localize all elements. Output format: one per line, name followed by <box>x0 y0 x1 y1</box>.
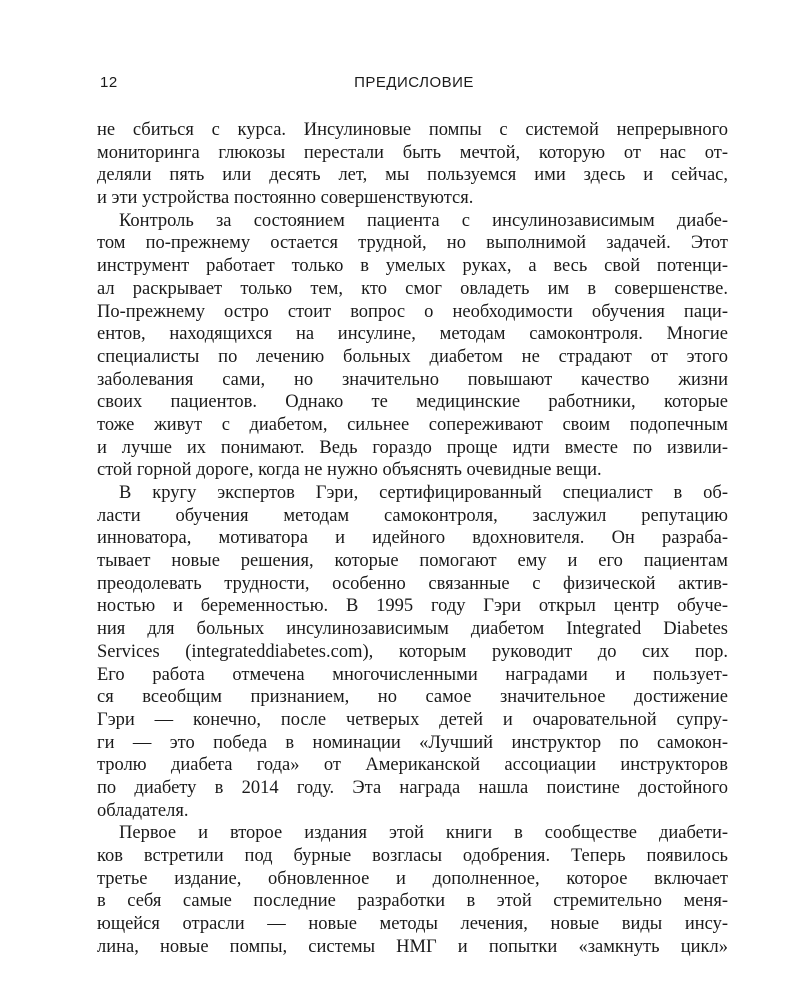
text-line: мониторинга глюкозы перестали быть мечтой, которую от нас от- <box>97 142 728 163</box>
text-line: лина, новые помпы, системы НМГ и попытки «замкнуть цикл» <box>97 936 728 957</box>
text-line: ентов, находящихся на инсулине, методам самоконтроля. Многие <box>97 324 728 345</box>
text-line: тывает новые решения, которые помогают ему и его пациентам <box>97 551 728 572</box>
text-line: по диабету в 2014 году. Эта награда нашла поистине достойного <box>97 777 728 798</box>
text-line: ал раскрывает только тем, кто смог овладеть им в совершенстве. <box>97 278 728 299</box>
text-line: инструмент работает только в умелых руках, а весь свой потенци- <box>97 256 728 277</box>
text-line: преодолевать трудности, особенно связанные с физической актив- <box>97 573 728 594</box>
running-title: ПРЕДИСЛОВИЕ <box>354 74 474 91</box>
text-line: и эти устройства постоянно совершенствуются. <box>97 188 474 209</box>
text-line: Контроль за состоянием пациента с инсулинозависимым диабе- <box>119 210 728 231</box>
text-line: ласти обучения методам самоконтроля, заслужил репутацию <box>97 505 728 526</box>
text-line: ния для больных инсулинозависимым диабетом Integrated Diabetes <box>97 619 728 640</box>
text-line: Services (integrateddiabetes.com), которым руководит до сих пор. <box>97 641 728 662</box>
text-line: тролю диабета года» от Американской ассоциации инструкторов <box>97 755 728 776</box>
text-line: По-прежнему остро стоит вопрос о необходимости обучения паци- <box>97 301 728 322</box>
text-line: ностью и беременностью. В 1995 году Гэри открыл центр обуче- <box>97 596 728 617</box>
text-line: тоже живут с диабетом, сильнее сопереживают своим подопечным <box>97 414 728 435</box>
text-line: ков встретили под бурные возгласы одобрения. Теперь появилось <box>97 846 728 866</box>
text-line: Первое и второе издания этой книги в сообществе диабети- <box>119 823 728 844</box>
text-line: Его работа отмечена многочисленными наградами и пользует- <box>97 664 728 685</box>
body-text <box>97 119 728 958</box>
text-line: инноватора, мотиватора и идейного вдохновителя. Он разраба- <box>97 528 728 549</box>
text-line: обладателя. <box>97 800 189 821</box>
running-head <box>100 74 728 98</box>
text-line: ги — это победа в номинации «Лучший инструктор по самокон- <box>97 732 728 753</box>
text-line: в себя самые последние разработки в этой стремительно меня- <box>97 891 728 912</box>
text-line: ющейся отрасли — новые методы лечения, новые виды инсу- <box>97 914 728 935</box>
text-line: и лучше их понимают. Ведь гораздо проще идти вместе по извили- <box>97 437 728 458</box>
text-line: ся всеобщим признанием, но самое значительное достижение <box>97 687 728 708</box>
text-line: Гэри — конечно, после четверых детей и очаровательной супру- <box>97 709 728 730</box>
text-line: деляли пять или десять лет, мы пользуемся ими здесь и сейчас, <box>97 165 728 186</box>
text-line: В кругу экспертов Гэри, сертифицированный специалист в об- <box>119 483 728 503</box>
text-line: стой горной дороге, когда не нужно объяснять очевидные вещи. <box>97 460 602 481</box>
text-line: не сбиться с курса. Инсулиновые помпы с системой непрерывного <box>97 120 728 140</box>
text-line: том по-прежнему остается трудной, но выполнимой задачей. Этот <box>97 233 728 254</box>
page-number: 12 <box>100 74 118 91</box>
text-line: заболевания сами, но значительно повышают качество жизни <box>97 369 728 390</box>
text-line: специалисты по лечению больных диабетом не страдают от этого <box>97 346 728 367</box>
text-line: своих пациентов. Однако те медицинские работники, которые <box>97 392 728 413</box>
text-line: третье издание, обновленное и дополненное, которое включает <box>97 868 728 889</box>
